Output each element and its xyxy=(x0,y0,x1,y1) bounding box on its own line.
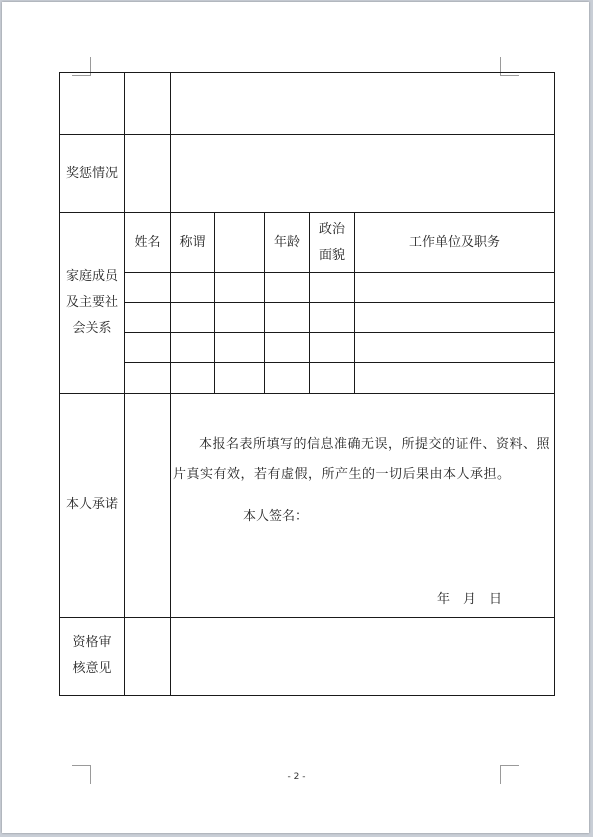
date-label: 年 月 日 xyxy=(436,591,502,607)
review-mid-cell xyxy=(125,617,171,695)
registration-form-table xyxy=(59,72,555,696)
family-cell[interactable] xyxy=(125,333,171,363)
family-cell[interactable] xyxy=(355,333,555,363)
commitment-text: 本报名表所填写的信息准确无误，所提交的证件、资料、照片真实有效，若有虚假，所产生的一切后果由本人承担。 xyxy=(173,436,551,482)
awards-label: 奖惩情况 xyxy=(60,135,125,213)
family-cell[interactable] xyxy=(171,273,215,303)
review-row xyxy=(60,617,555,695)
page-number: - 2 - xyxy=(287,772,306,782)
family-cell[interactable] xyxy=(215,273,265,303)
signature-label: 本人签名： xyxy=(243,508,309,524)
family-cell[interactable] xyxy=(265,273,310,303)
family-cell[interactable] xyxy=(310,303,355,333)
family-header-blank xyxy=(215,213,265,273)
blank-value-cell[interactable] xyxy=(171,73,555,135)
family-cell[interactable] xyxy=(125,303,171,333)
family-header-work: 工作单位及职务 xyxy=(355,213,555,273)
family-cell[interactable] xyxy=(310,333,355,363)
blank-mid-cell xyxy=(125,73,171,135)
family-cell[interactable] xyxy=(125,363,171,393)
family-header-title: 称谓 xyxy=(171,213,215,273)
family-cell[interactable] xyxy=(171,363,215,393)
commitment-cell xyxy=(171,393,555,617)
family-cell[interactable] xyxy=(171,333,215,363)
family-row xyxy=(60,303,555,333)
awards-mid-cell xyxy=(125,135,171,213)
family-cell[interactable] xyxy=(265,333,310,363)
family-cell[interactable] xyxy=(355,363,555,393)
awards-row xyxy=(60,135,555,213)
commitment-row xyxy=(60,393,555,617)
family-row xyxy=(60,273,555,303)
family-header-name: 姓名 xyxy=(125,213,171,273)
commitment-label: 本人承诺 xyxy=(60,393,125,617)
family-cell[interactable] xyxy=(355,273,555,303)
review-label: 资格审核意见 xyxy=(60,617,125,695)
family-cell[interactable] xyxy=(215,363,265,393)
family-cell[interactable] xyxy=(125,273,171,303)
awards-value-cell[interactable] xyxy=(171,135,555,213)
family-header-age: 年龄 xyxy=(265,213,310,273)
family-cell[interactable] xyxy=(265,303,310,333)
family-label: 家庭成员及主要社会关系 xyxy=(60,213,125,393)
family-cell[interactable] xyxy=(310,363,355,393)
commitment-mid-cell xyxy=(125,393,171,617)
family-row xyxy=(60,363,555,393)
family-cell[interactable] xyxy=(355,303,555,333)
family-header-politics: 政治面貌 xyxy=(310,213,355,273)
family-cell[interactable] xyxy=(265,363,310,393)
family-header-row xyxy=(60,213,555,273)
family-cell[interactable] xyxy=(310,273,355,303)
review-value-cell[interactable] xyxy=(171,617,555,695)
family-row xyxy=(60,333,555,363)
family-cell[interactable] xyxy=(215,333,265,363)
top-blank-row xyxy=(60,73,555,135)
family-cell[interactable] xyxy=(215,303,265,333)
family-cell[interactable] xyxy=(171,303,215,333)
blank-label-cell xyxy=(60,73,125,135)
